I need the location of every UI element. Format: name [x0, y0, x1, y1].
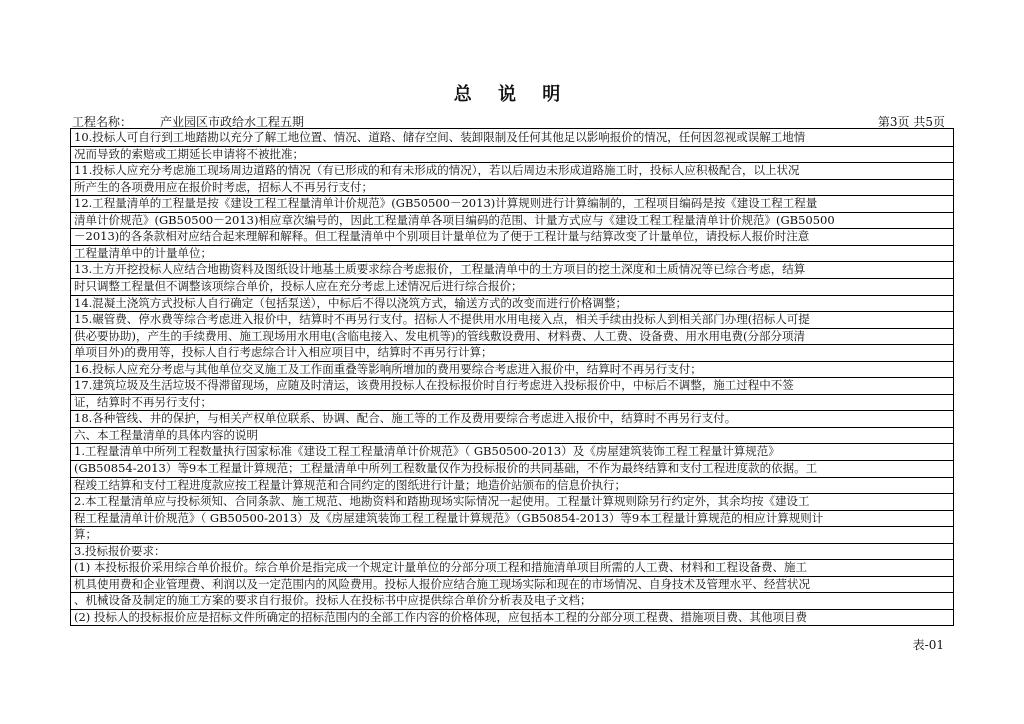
- row-rule: [71, 477, 953, 478]
- row-rule: [71, 592, 953, 593]
- row-rule: [71, 510, 953, 511]
- note-line: 算；: [74, 527, 97, 542]
- note-line: 17.建筑垃圾及生活垃圾不得滞留现场，应随及时清运，该费用投标人在投标报价时自行考虑进入投标报价中，中标后不调整，施工过程中不签: [74, 378, 794, 393]
- note-line: 12.工程量清单的工程量是按《建设工程工程量清单计价规范》(GB50500－2013)计算规则进行计算编制的，工程项目编码是按《建设工程工程量: [74, 196, 818, 211]
- note-line: 工程量清单中的计量单位；: [74, 245, 212, 260]
- row-rule: [71, 278, 953, 279]
- note-line: 单项目外)的费用等，投标人自行考虑综合计入相应项目中，结算时不再另行计算；: [74, 345, 493, 360]
- row-rule: [71, 311, 953, 312]
- note-line: 13.土方开挖投标人应结合地勘资料及图纸设计地基土质要求综合考虑报价，工程量清单中的土方项目的挖土深度和土质情况等已综合考虑，结算: [74, 262, 806, 277]
- row-rule: [71, 361, 953, 362]
- row-rule: [71, 460, 953, 461]
- note-line: 10.投标人可自行到工地踏勘以充分了解工地位置、情况、道路、储存空间、装卸限制及任何其他足以影响报价的情况，任何因忽视或误解工地情: [74, 130, 806, 144]
- note-line: 18.各种管线、井的保护，与相关产权单位联系、协调、配合、施工等的工作及费用要综合考虑进入报价中，结算时不再另行支付。: [74, 411, 737, 426]
- note-line: (GB50854-2013）等9本工程量计算规范；工程量清单中所列工程数量仅作为投标报价的共同基础，不作为最终结算和支付工程进度款的依据。工: [74, 461, 818, 475]
- note-line: (2) 投标人的投标报价应是招标文件所确定的招标范围内的全部工作内容的价格体现，应包括本工程的分部分项工程费、措施项目费、其他项目费: [74, 609, 807, 624]
- row-rule: [71, 195, 953, 196]
- row-rule: [71, 146, 953, 147]
- row-rule: [71, 526, 953, 527]
- note-line: 11.投标人应充分考虑施工现场周边道路的情况（有已形成的和有未形成的情况），若以后周边未形成道路施工时，投标人应积极配合，以上状况: [74, 163, 800, 178]
- row-rule: [71, 493, 953, 494]
- note-line: 3.投标报价要求：: [74, 543, 166, 558]
- note-line: 14.混凝土浇筑方式投标人自行确定（包括泵送），中标后不得以浇筑方式，输送方式的改变而进行价格调整；: [74, 295, 628, 310]
- note-line: 15.碾管费、停水费等综合考虑进入报价中，结算时不再另行支付。招标人不提供用水用电接入点，相关手续由投标人到相关部门办理(招标人可提: [74, 312, 810, 327]
- project-label: 工程名称：: [72, 115, 133, 129]
- row-rule: [71, 162, 953, 163]
- note-line: 1.工程量清单中所列工程数量执行国家标准《建设工程工程量清单计价规范》（ GB50500-2013）及《房屋建筑装饰工程工程量计算规范》: [74, 444, 780, 459]
- note-line: 、机械设备及制定的施工方案的要求自行报价。投标人在投标书中应提供综合单价分析表及电子文档；: [74, 593, 592, 608]
- row-rule: [71, 559, 953, 560]
- row-rule: [71, 228, 953, 229]
- note-line: 况而导致的索赔或工期延长申请将不被批准；: [74, 146, 304, 161]
- row-rule: [71, 179, 953, 180]
- row-rule: [71, 410, 953, 411]
- row-rule: [71, 427, 953, 428]
- row-rule: [71, 245, 953, 246]
- note-line: 供必要协助)，产生的手续费用、施工现场用水用电(含临电接入、发电机等)的管线敷设费用、材料费、人工费、设备费、用水用电费(分部分项清: [74, 328, 805, 343]
- row-rule: [71, 377, 953, 378]
- note-line: 时只调整工程量但不调整该项综合单价，投标人应在充分考虑上述情况后进行综合报价；: [74, 278, 523, 293]
- row-rule: [71, 212, 953, 213]
- row-rule: [71, 543, 953, 544]
- row-rule: [71, 576, 953, 577]
- note-line: 机具使用费和企业管理费、利润以及一定范围内的风险费用。投标人报价应结合施工现场实际和现在的市场情况、自身技术及管理水平、经营状况: [74, 576, 810, 591]
- row-rule: [71, 295, 953, 296]
- note-line: 清单计价规范》(GB50500－2013)相应章次编号的，因此工程量清单各项目编码的范围、计量方式应与《建设工程工程量清单计价规范》(GB50500: [74, 212, 835, 227]
- row-rule: [71, 394, 953, 395]
- page-number: 第3页 共5页: [877, 115, 945, 129]
- note-line: (1) 本投标报价采用综合单价报价。综合单价是指完成一个规定计量单位的分部分项工程和措施清单项目所需的人工费、材料和工程设备费、施工: [74, 560, 807, 575]
- notes-box: [70, 128, 954, 626]
- row-rule: [71, 443, 953, 444]
- form-code: 表-01: [912, 638, 944, 652]
- project-name: 产业园区市政给水工程五期: [160, 115, 305, 129]
- note-line: 证，结算时不再另行支付；: [74, 394, 212, 409]
- note-line: 程工程量清单计价规范》（ GB50500-2013）及《房屋建筑装饰工程工程量计算规范》（GB50854-2013）等9本工程量计算规范的相应计算规则计: [74, 510, 824, 525]
- note-line: 2.本工程量清单应与投标须知、合同条款、施工规范、地勘资料和踏勘现场实际情况一起使用。工程量计算规则除另行约定外，其余均按《建设工: [74, 494, 810, 509]
- row-rule: [71, 261, 953, 262]
- note-line: －2013)的各条款相对应结合起来理解和解释。但工程量清单中个别项目计量单位为了便于工程计量与结算改变了计量单位，请投标人报价时注意: [74, 229, 810, 244]
- row-rule: [71, 328, 953, 329]
- row-rule: [71, 344, 953, 345]
- note-line: 16.投标人应充分考虑与其他单位交叉施工及工作面重叠等影响所增加的费用要综合考虑进入报价中，结算时不再另行支付；: [74, 361, 702, 376]
- note-line: 程竣工结算和支付工程进度款应按工程量计算规范和合同约定的图纸进行计量；地造价站颁布的信息价执行；: [74, 477, 626, 492]
- note-line: 所产生的各项费用应在报价时考虑，招标人不再另行支付；: [74, 179, 373, 194]
- page-title: 总 说 明: [453, 84, 571, 105]
- row-rule: [71, 609, 953, 610]
- note-line: 六、本工程量清单的具体内容的说明: [74, 427, 258, 442]
